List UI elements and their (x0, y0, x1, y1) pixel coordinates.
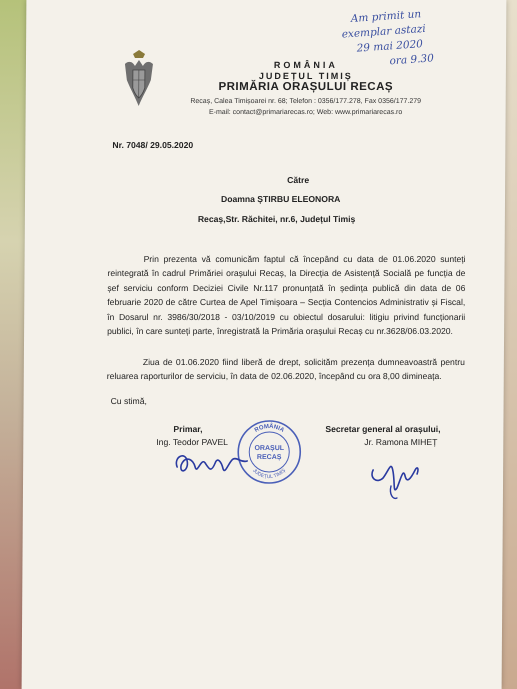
stamp-bottom-text: JUDEȚUL TIMIȘ (251, 467, 288, 481)
note-line-1: Am primit un (350, 8, 422, 26)
note-line-4: ora 9.30 (389, 52, 435, 68)
document-page (22, 0, 507, 689)
note-line-2: exemplar astazi (341, 22, 427, 41)
stamp-center-line-1: ORAȘUL (254, 445, 285, 452)
mayor-name: Ing. Teodor PAVEL (156, 437, 229, 447)
secretary-name: Jr. Ramona MIHEȚ (364, 437, 438, 447)
note-line-3: 29 mai 2020 (356, 38, 424, 55)
secretary-signature-icon (363, 448, 423, 506)
recipient-to: Către (287, 175, 310, 185)
stamp-center-line-2: RECAȘ (256, 454, 282, 461)
body-paragraph-1 (107, 252, 466, 338)
header-institution: PRIMĂRIA ORAȘULUI RECAȘ (218, 81, 394, 93)
coat-of-arms-icon (123, 50, 155, 114)
recipient-name: Doamna ȘTIRBU ELEONORA (220, 194, 341, 204)
header-county: JUDEȚUL TIMIȘ (258, 71, 353, 81)
header-contact-line-1: Recaș, Calea Timișoarei nr. 68; Telefon : 0356/177.278, Fax 0356/177.279 (190, 98, 422, 105)
recipient-address: Recaș,Str. Răchitei, nr.6, Județul Timiș (197, 214, 356, 224)
paragraph-1-text: Prin prezenta vă comunicăm faptul că începând cu data de 01.06.2020 sunteți reintegrată în cadrul Primăriei orașului Recaș, la Direcția de Asistență Socială pe funcția de șef serviciu conform Deciziei Civile Nr.117 pronunțată în ședința publică din data de 06 februarie 2020 de către Curtea de Apel Timișoara – Secția Contencios Administrativ și Fiscal, în Dosarul nr. 3986/30/2018 - 03/10/2019 cu obiectul dosarului: litigiu privind funcționarii publici, în care sunteți parte, înregistrată la Primăria orașului Recaș cu nr.3628/06.03.2020. (107, 254, 466, 337)
body-paragraph-2 (107, 355, 465, 384)
mayor-title: Primar, (173, 424, 203, 434)
stamp-top-text: ROMÂNIA (253, 423, 285, 434)
header-country: ROMÂNIA (273, 60, 338, 70)
paragraph-2-text: Ziua de 01.06.2020 fiind liberă de drept, solicităm prezența dumneavoastră pentru reluarea raporturilor de serviciu, în data de 02.06.2020, începând cu ora 8,00 dimineața. (106, 357, 465, 382)
closing-salutation: Cu stimă, (110, 396, 147, 406)
reference-number: Nr. 7048/ 29.05.2020 (112, 140, 194, 150)
secretary-title: Secretar general al orașului, (325, 424, 441, 434)
svg-text:JUDEȚUL TIMIȘ (251, 467, 287, 480)
header-contact-line-2: E-mail: contact@primariarecas.ro; Web: www.primariarecas.ro (208, 109, 403, 116)
mayor-signature-icon (171, 447, 251, 481)
